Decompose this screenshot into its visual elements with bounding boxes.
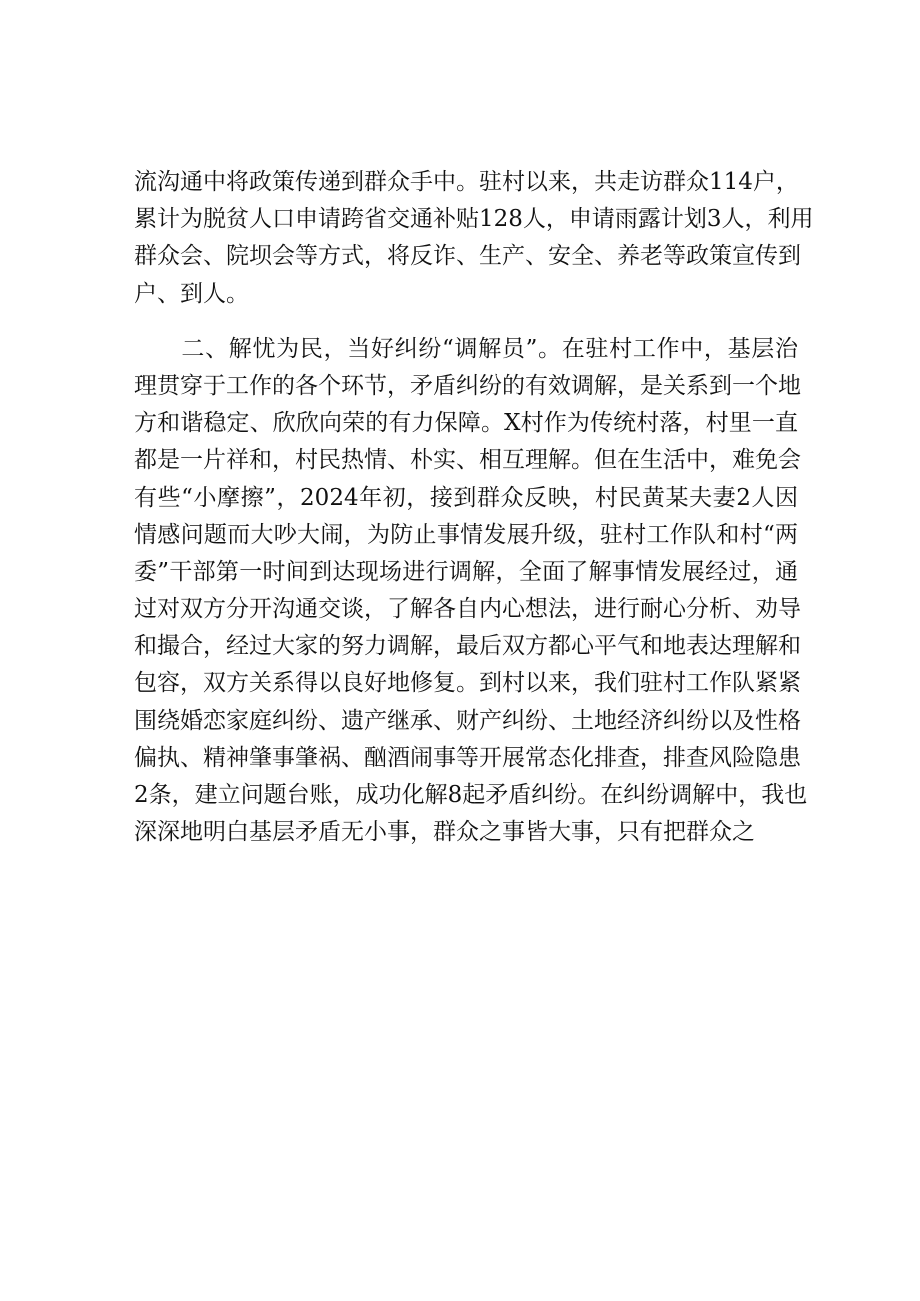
text-line: 方和谐稳定、欣欣向荣的有力保障。X村作为传统村落，村里一直 bbox=[134, 410, 798, 437]
text-line: 理贯穿于工作的各个环节，矛盾纠纷的有效调解，是关系到一个地 bbox=[134, 372, 801, 399]
text-line: 2条，建立问题台账，成功化解8起矛盾纠纷。在纠纷调解中，我也 bbox=[134, 782, 808, 808]
text-line: 户、到人。 bbox=[134, 280, 249, 307]
paragraph-spacer bbox=[134, 313, 798, 331]
text-line: 深深地明白基层矛盾无小事，群众之事皆大事，只有把群众之 bbox=[134, 819, 755, 846]
text-line: 有些“小摩擦”，2024年初，接到群众反映，村民黄某夫妻2人因 bbox=[134, 484, 798, 511]
paragraph-2 bbox=[134, 331, 808, 852]
text-line: 二、解忧为民，当好纠纷“调解员”。在驻村工作中，基层治 bbox=[134, 335, 798, 362]
paragraph-1 bbox=[134, 164, 814, 313]
text-line: 累计为脱贫人口申请跨省交通补贴128人，申请雨露计划3人，利用 bbox=[134, 206, 814, 233]
text-line: 流沟通中将政策传递到群众手中。驻村以来，共走访群众114户， bbox=[134, 169, 799, 195]
text-line: 过对双方分开沟通交谈，了解各自内心想法，进行耐心分析、劝导 bbox=[134, 596, 801, 623]
text-line: 包容，双方关系得以良好地修复。到村以来，我们驻村工作队紧紧 bbox=[134, 670, 801, 697]
document-body bbox=[134, 164, 814, 851]
text-line: 群众会、院坝会等方式，将反诈、生产、安全、养老等政策宣传到 bbox=[134, 243, 801, 270]
text-line: 和撮合，经过大家的努力调解，最后双方都心平气和地表达理解和 bbox=[134, 633, 801, 660]
text-line: 都是一片祥和，村民热情、朴实、相互理解。但在生活中，难免会 bbox=[134, 447, 801, 474]
text-line: 委”干部第一时间到达现场进行调解，全面了解事情发展经过，通 bbox=[134, 558, 798, 585]
text-line: 围绕婚恋家庭纠纷、遗产继承、财产纠纷、土地经济纠纷以及性格 bbox=[134, 707, 801, 734]
text-line: 情感问题而大吵大闹，为防止事情发展升级，驻村工作队和村“两 bbox=[134, 521, 798, 548]
text-line: 偏执、精神肇事肇祸、酗酒闹事等开展常态化排查，排查风险隐患 bbox=[134, 744, 801, 771]
